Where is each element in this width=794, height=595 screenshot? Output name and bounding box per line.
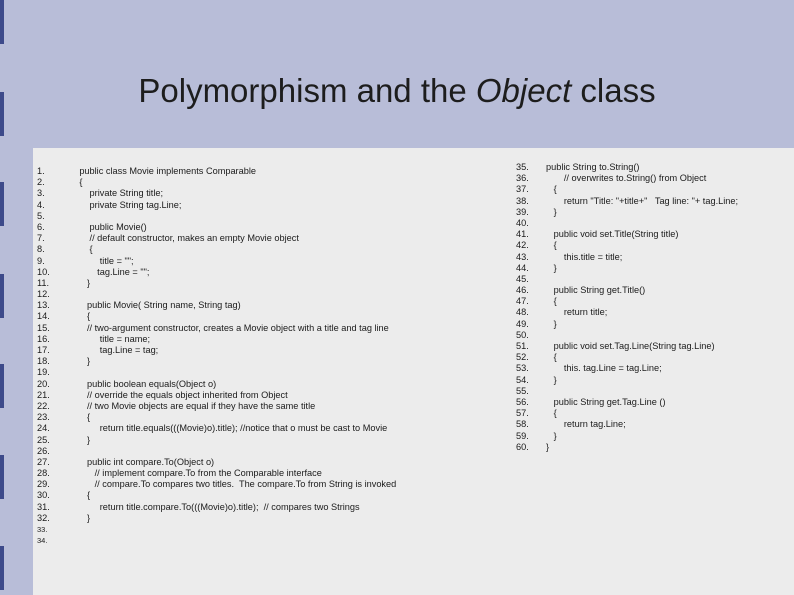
code-text: { [64, 244, 93, 255]
code-line [516, 274, 738, 285]
line-number: 14. [37, 311, 50, 322]
line-number: 55. [516, 385, 529, 396]
code-text: title = ""; [64, 255, 134, 266]
line-number: 1. [37, 166, 45, 176]
code-text: } [546, 430, 557, 441]
code-text: { [546, 240, 557, 251]
code-panel [33, 148, 794, 595]
line-number: 38. [516, 195, 529, 206]
code-line [516, 184, 738, 195]
line-number: 56. [516, 396, 529, 407]
code-text: public boolean equals(Object o) [64, 378, 217, 389]
code-text: } [546, 374, 557, 385]
code-text: // compare.To compares two titles. The compare.To from String is invoked [64, 479, 397, 490]
line-number: 54. [516, 374, 529, 385]
code-line [37, 311, 396, 322]
code-line [516, 442, 738, 453]
code-text: public String get.Title() [546, 285, 646, 296]
code-line [516, 363, 738, 374]
code-line [37, 200, 396, 211]
code-text: private String tag.Line; [64, 199, 182, 210]
code-line [516, 408, 738, 419]
code-text: } [546, 262, 557, 273]
bar-mark [0, 364, 14, 408]
title-text: Polymorphism and the [138, 72, 476, 109]
line-number: 36. [516, 173, 529, 184]
code-line [37, 479, 396, 490]
line-number: 10. [37, 266, 50, 277]
line-number: 51. [516, 341, 529, 351]
code-line [516, 263, 738, 274]
code-line [37, 524, 396, 535]
line-number: 12. [37, 289, 50, 300]
code-text: private String title; [64, 188, 164, 199]
code-text: { [64, 177, 83, 188]
line-number: 13. [37, 300, 50, 311]
bar-mark [0, 274, 14, 318]
code-line [37, 222, 396, 233]
code-text: public void set.Title(String title) [546, 229, 679, 240]
line-number: 34. [37, 536, 48, 546]
bar-mark [0, 546, 14, 590]
code-line [516, 386, 738, 397]
code-text: } [64, 277, 91, 288]
slide-title [0, 72, 794, 110]
line-number: 39. [516, 206, 529, 217]
line-number: 30. [37, 490, 50, 501]
code-line [37, 412, 396, 423]
code-line [37, 490, 396, 501]
line-number: 57. [516, 408, 529, 419]
line-number: 40. [516, 217, 529, 228]
code-text: } [546, 318, 557, 329]
line-number: 47. [516, 296, 529, 307]
line-number: 11. [37, 277, 50, 288]
code-line [37, 345, 396, 356]
bar-mark [0, 0, 14, 44]
code-line [37, 468, 396, 479]
code-text: // override the equals object inherited from Object [64, 389, 288, 400]
code-line [516, 352, 738, 363]
code-line [37, 356, 396, 367]
code-text: public void set.Tag.Line(String tag.Line) [546, 341, 715, 351]
code-text: // implement compare.To from the Comparable interface [64, 468, 322, 479]
code-text: { [546, 352, 557, 363]
line-number: 25. [37, 434, 50, 445]
line-number: 52. [516, 352, 529, 363]
code-line [37, 300, 396, 311]
code-line [37, 166, 396, 177]
line-number: 32. [37, 512, 50, 523]
line-number: 18. [37, 356, 50, 367]
code-line [37, 289, 396, 300]
code-line [516, 207, 738, 218]
line-number: 3. [37, 188, 45, 199]
code-line [516, 218, 738, 229]
code-line [37, 446, 396, 457]
code-line [516, 330, 738, 341]
line-number: 50. [516, 329, 529, 340]
title-italic-text: Object [475, 72, 572, 109]
code-text: public String to.String() [546, 162, 640, 172]
code-text: } [64, 512, 91, 523]
code-text: public Movie( String name, String tag) [64, 300, 241, 311]
code-text: return title.compare.To(((Movie)o).title); // compares two Strings [64, 501, 360, 512]
code-text: { [64, 412, 91, 423]
line-number: 35. [516, 162, 529, 172]
line-number: 17. [37, 345, 50, 355]
line-number: 29. [37, 479, 50, 490]
line-number: 5. [37, 210, 45, 221]
code-text: { [546, 296, 557, 307]
code-text: public class Movie implements Comparable [64, 166, 256, 176]
code-line [516, 419, 738, 430]
code-line [37, 211, 396, 222]
code-text: { [546, 408, 557, 419]
line-number: 23. [37, 412, 50, 423]
code-line [516, 375, 738, 386]
code-text: tag.Line = ""; [64, 266, 150, 277]
code-text: { [64, 490, 91, 501]
code-line [516, 285, 738, 296]
code-line [37, 423, 396, 434]
line-number: 43. [516, 251, 529, 262]
line-number: 49. [516, 318, 529, 329]
line-number: 33. [37, 525, 48, 534]
code-text: public int compare.To(Object o) [64, 456, 215, 467]
line-number: 9. [37, 255, 45, 266]
line-number: 31. [37, 501, 50, 512]
line-number: 42. [516, 240, 529, 251]
code-line [37, 435, 396, 446]
code-line [516, 240, 738, 251]
bar-mark [0, 455, 14, 499]
line-number: 60. [516, 441, 529, 452]
code-line [37, 278, 396, 289]
line-number: 28. [37, 468, 50, 479]
code-text: tag.Line = tag; [64, 345, 159, 355]
code-text: // two-argument constructor, creates a Movie object with a title and tag line [64, 322, 389, 333]
code-text: return "Title: "+title+" Tag line: "+ tag.Line; [546, 195, 739, 206]
line-number: 45. [516, 273, 529, 284]
code-text: this. tag.Line = tag.Line; [546, 363, 662, 374]
code-line [516, 252, 738, 263]
line-number: 59. [516, 430, 529, 441]
code-text: // default constructor, makes an empty Movie object [64, 233, 299, 244]
line-number: 44. [516, 262, 529, 273]
right-code-listing [516, 162, 738, 453]
code-text: return title.equals(((Movie)o).title); //notice that o must be cast to Movie [64, 423, 388, 434]
left-code-listing [37, 166, 396, 546]
code-line [516, 162, 738, 173]
line-number: 24. [37, 423, 50, 434]
code-text: // two Movie objects are equal if they have the same title [64, 400, 316, 411]
code-line [37, 390, 396, 401]
code-line [37, 267, 396, 278]
line-number: 16. [37, 333, 50, 344]
code-line [37, 177, 396, 188]
code-line [516, 196, 738, 207]
line-number: 48. [516, 307, 529, 318]
code-line [37, 379, 396, 390]
line-number: 8. [37, 244, 45, 255]
bar-mark [0, 182, 14, 226]
line-number: 53. [516, 363, 529, 374]
line-number: 6. [37, 221, 45, 232]
code-line [37, 401, 396, 412]
code-line [37, 367, 396, 378]
code-line [37, 457, 396, 468]
line-number: 58. [516, 419, 529, 430]
code-line [37, 244, 396, 255]
code-line [37, 323, 396, 334]
code-line [516, 431, 738, 442]
line-number: 19. [37, 367, 50, 378]
code-text: public Movie() [64, 221, 147, 232]
line-number: 4. [37, 199, 45, 210]
line-number: 15. [37, 322, 50, 333]
code-line [516, 229, 738, 240]
code-line [516, 173, 738, 184]
code-text: return tag.Line; [546, 419, 626, 430]
line-number: 22. [37, 400, 50, 411]
code-line [37, 256, 396, 267]
code-text: return title; [546, 307, 608, 318]
code-line [37, 188, 396, 199]
line-number: 20. [37, 378, 50, 389]
line-number: 41. [516, 229, 529, 240]
code-line [37, 502, 396, 513]
line-number: 7. [37, 233, 45, 244]
code-line [516, 319, 738, 330]
line-number: 27. [37, 456, 50, 467]
code-line [516, 307, 738, 318]
code-text: // overwrites to.String() from Object [546, 173, 707, 184]
line-number: 2. [37, 177, 45, 188]
code-text: } [546, 441, 550, 452]
code-text: } [64, 434, 91, 445]
code-text: { [64, 311, 91, 322]
line-number: 37. [516, 184, 529, 195]
line-number: 26. [37, 445, 50, 456]
code-line [37, 535, 396, 546]
code-text: } [546, 206, 557, 217]
code-line [516, 296, 738, 307]
line-number: 46. [516, 285, 529, 296]
title-end-text: class [571, 72, 656, 109]
code-line [37, 334, 396, 345]
code-text: public String get.Tag.Line () [546, 396, 666, 407]
code-text: } [64, 356, 91, 367]
code-text: title = name; [64, 333, 151, 344]
code-text: this.title = title; [546, 251, 623, 262]
code-text: { [546, 184, 557, 195]
line-number: 21. [37, 389, 50, 400]
code-line [37, 513, 396, 524]
code-line [516, 341, 738, 352]
code-line [516, 397, 738, 408]
code-line [37, 233, 396, 244]
